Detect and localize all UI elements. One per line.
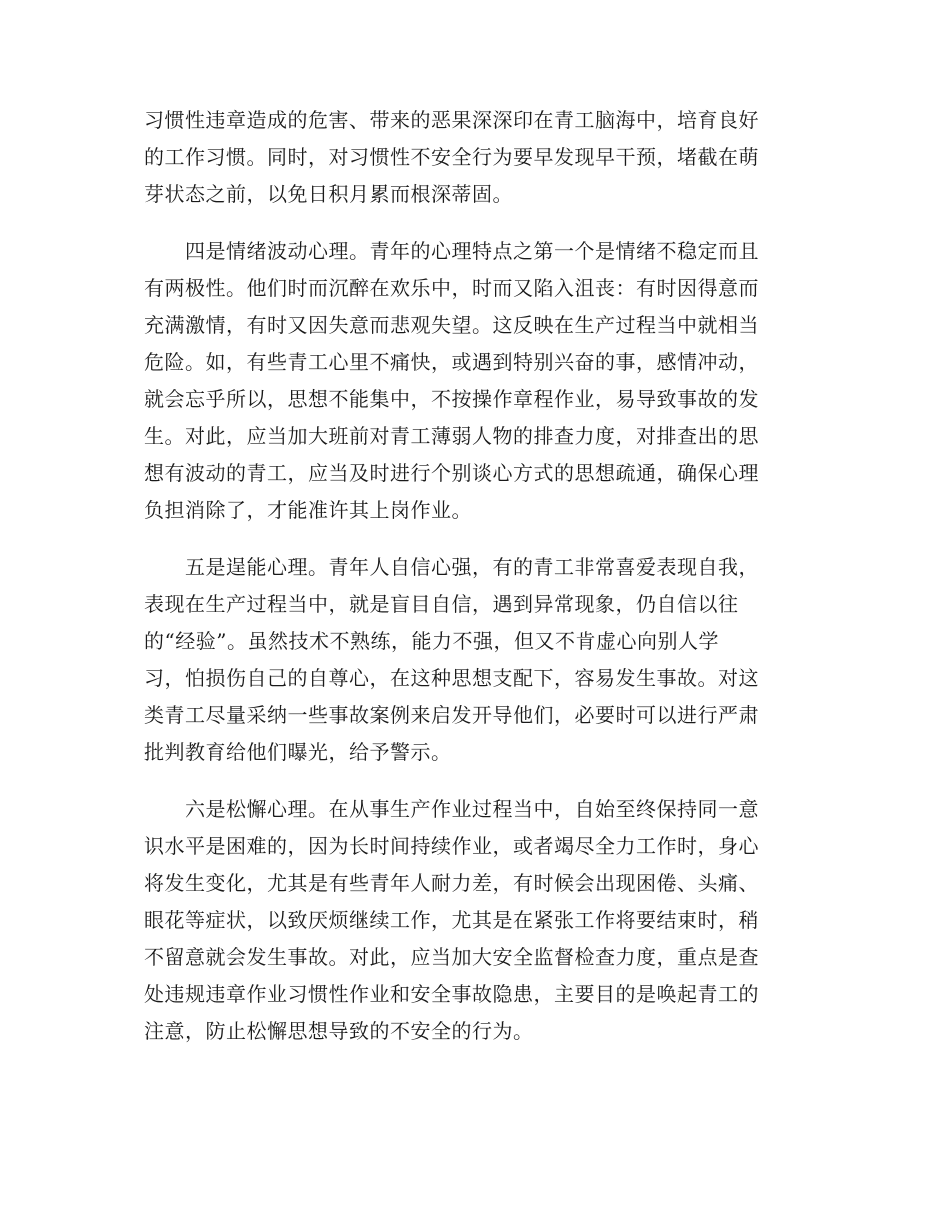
text-line: 负担消除了，才能准许其上岗作业。 (144, 498, 472, 522)
paragraph-emotional-fluctuation (144, 233, 802, 529)
text-line: 习惯性违章造成的危害、带来的恶果深深印在青工脑海中，培育良好 (144, 108, 759, 132)
text-line: 六是松懈心理。在从事生产作业过程当中，自始至终保持同一意 (185, 797, 759, 821)
text-line: 有两极性。他们时而沉醉在欢乐中，时而又陷入沮丧：有时因得意而 (144, 276, 759, 300)
text-line: 眼花等症状，以致厌烦继续工作，尤其是在紧张工作将要结束时，稍 (144, 908, 759, 932)
text-line: 危险。如，有些青工心里不痛快，或遇到特别兴奋的事，感情冲动， (144, 350, 759, 374)
text-line: 识水平是困难的，因为长时间持续作业，或者竭尽全力工作时，身心 (144, 834, 759, 858)
text-line: 的“经验”。虽然技术不熟练，能力不强，但又不肯虚心向别人学 (144, 629, 719, 653)
text-line: 充满激情，有时又因失意而悲观失望。这反映在生产过程当中就相当 (144, 313, 759, 337)
text-line: 处违规违章作业习惯性作业和安全事故隐患，主要目的是唤起青工的 (144, 982, 759, 1006)
paragraph-slackness (144, 791, 802, 1050)
text-line: 想有波动的青工，应当及时进行个别谈心方式的思想疏通，确保心理 (144, 461, 759, 485)
text-line: 注意，防止松懈思想导致的不安全的行为。 (144, 1019, 534, 1043)
document-page (144, 102, 802, 1070)
text-line: 批判教育给他们曝光，给予警示。 (144, 740, 452, 764)
text-line: 类青工尽量采纳一些事故案例来启发开导他们，必要时可以进行严肃 (144, 703, 759, 727)
text-line: 四是情绪波动心理。青年的心理特点之第一个是情绪不稳定而且 (185, 239, 759, 263)
paragraph-habit-continuation (144, 102, 802, 213)
text-line: 表现在生产过程当中，就是盲目自信，遇到异常现象，仍自信以往 (144, 592, 739, 616)
text-line: 就会忘乎所以，思想不能集中，不按操作章程作业，易导致事故的发 (144, 387, 759, 411)
text-line: 芽状态之前，以免日积月累而根深蒂固。 (144, 182, 513, 206)
text-line: 习，怕损伤自己的自尊心，在这种思想支配下，容易发生事故。对这 (144, 666, 759, 690)
text-line: 的工作习惯。同时，对习惯性不安全行为要早发现早干预，堵截在萌 (144, 145, 759, 169)
paragraph-showing-off (144, 549, 802, 771)
text-line: 将发生变化，尤其是有些青年人耐力差，有时候会出现困倦、头痛、 (144, 871, 759, 895)
text-line: 生。对此，应当加大班前对青工薄弱人物的排查力度，对排查出的思 (144, 424, 759, 448)
text-line: 不留意就会发生事故。对此，应当加大安全监督检查力度，重点是查 (144, 945, 759, 969)
text-line: 五是逞能心理。青年人自信心强，有的青工非常喜爱表现自我， (185, 555, 759, 579)
